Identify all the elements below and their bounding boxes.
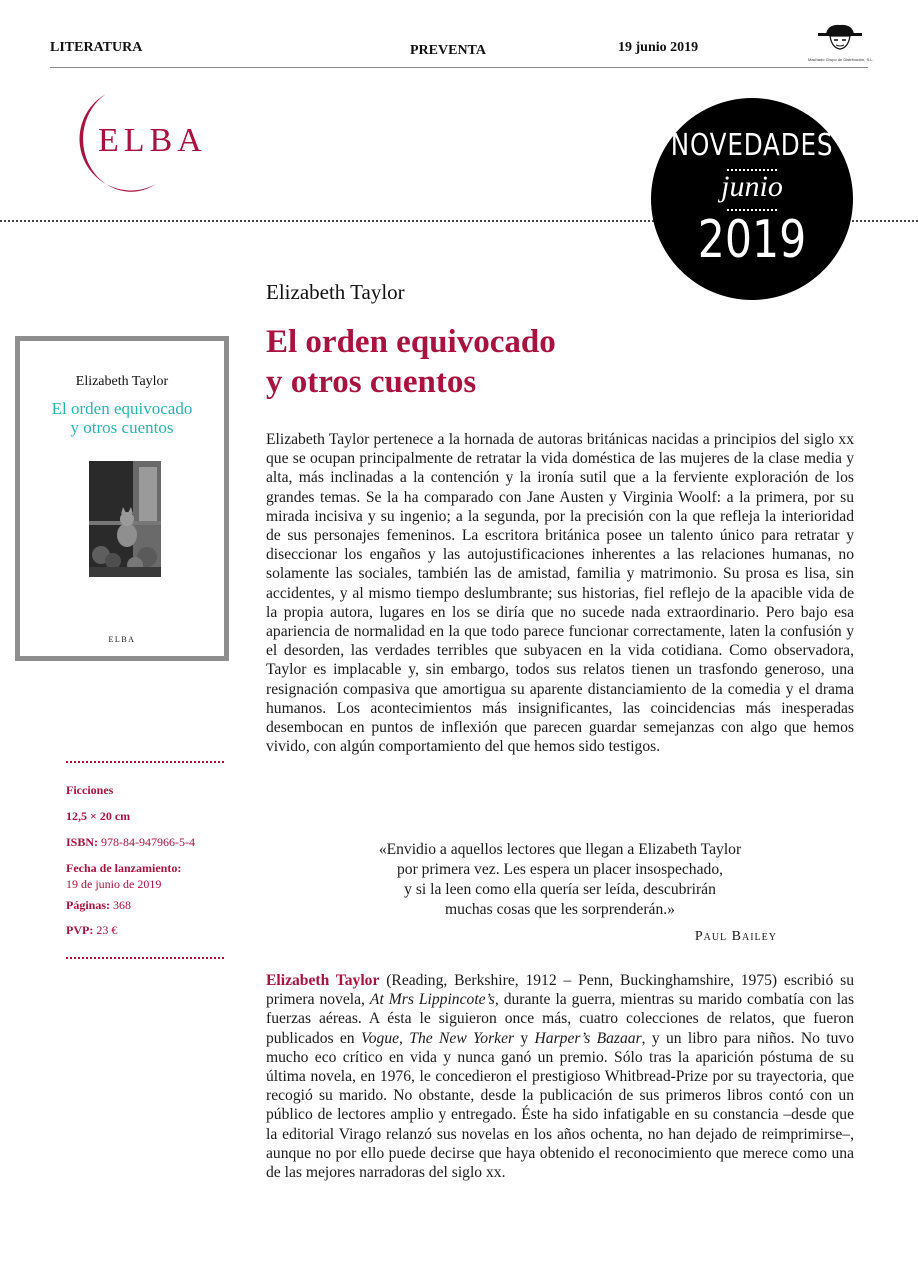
bio-magazine: Vogue bbox=[360, 1029, 400, 1047]
quote-line: muchas cosas que les sorprenderán.» bbox=[445, 901, 675, 918]
quote-line: por primera vez. Les espera un placer insospechado, bbox=[396, 861, 724, 878]
badge-label: NOVEDADES bbox=[670, 128, 834, 163]
quote-author: Paul Bailey bbox=[694, 929, 777, 944]
hat-man-icon bbox=[808, 20, 872, 56]
spec-release: 19 de junio de 2019 bbox=[66, 877, 162, 891]
publisher-logo-text: ELBA bbox=[98, 122, 207, 159]
header-divider bbox=[50, 67, 868, 68]
release-date-header: 19 junio 2019 bbox=[618, 40, 699, 55]
spec-pages: Páginas: 368 bbox=[66, 898, 132, 912]
book-title bbox=[266, 322, 556, 402]
badge-year: 2019 bbox=[697, 210, 807, 270]
distributor-logo: Machado Grupo de Distribución, S.L. bbox=[808, 20, 872, 66]
spec-release-label: Fecha de lanzamiento: bbox=[66, 861, 182, 875]
cover-title-line: y otros cuentos bbox=[70, 418, 174, 437]
author-name: Elizabeth Taylor bbox=[266, 280, 405, 304]
status-label: PREVENTA bbox=[410, 43, 486, 58]
section-label: LITERATURA bbox=[50, 40, 143, 55]
author-bio: Elizabeth Taylor (Reading, Berkshire, 1912 – Penn, Buckinghamshire, 1975) escribió su primera novela, At Mrs Lippincote’s, durante la guerra, mientras su marido combatía con las fuerzas aéreas. A ésta le siguieron once más, cuatro colecciones de relatos, que fueron publicados en Vogue, The New Yorker y Harper’s Bazaar, y un libro para niños. No tuvo mucho eco crítico en vida y nunca ganó un premio. Sólo tras la aparición póstuma de su última novela, en 1976, le concedieron el prestigioso Whitbread-Prize por su trayectoria, que recogió su marido. No obstante, desde la publicación de sus primeros libros contó con un público de lectores amplio y entregado. Éste ha sido infatigable en su constancia –desde que la editorial Virago relanzó sus novelas en los años ochenta, no han dejado de reimprimirse–, aunque no por ello puede decirse que haya obtenido el reconocimiento que merece como una de las mejores narradoras del siglo xx. bbox=[266, 972, 855, 1182]
spec-collection: Ficciones bbox=[66, 783, 114, 797]
cover-author: Elizabeth Taylor bbox=[75, 374, 169, 389]
specs-divider bbox=[66, 957, 224, 959]
review-quote bbox=[330, 840, 790, 920]
spec-price: PVP: 23 € bbox=[66, 923, 118, 937]
cover-photo-cat bbox=[89, 461, 161, 577]
spec-isbn: ISBN: 978-84-947966-5-4 bbox=[66, 835, 195, 849]
bio-author-name: Elizabeth Taylor bbox=[266, 972, 380, 989]
novedades-badge bbox=[651, 98, 853, 300]
synopsis-paragraph: Elizabeth Taylor pertenece a la hornada de autoras británicas nacidas a principios del siglo xx que se ocupan principalmente de retratar la vida doméstica de las mujeres de la clase media y alta, más inclinadas a la contención y la ironía sutil que a la ferviente exploración de los grandes temas. Se la ha comparado con Jane Austen y Virginia Woolf: a la primera, por su mirada incisiva y su ingenio; a la segunda, por la precisión con la que refleja la interioridad de sus personajes femeninos. La escritora británica posee un talento único para retratar y diseccionar los engaños y las autojustificaciones inherentes a las relaciones humanas, no solamente las sociales, también las de amistad, familia y matrimonio. Su prosa es lisa, sin accidentes, y al mismo tiempo deslumbrante; sus historias, fiel reflejo de la apacible vida de la propia autora, lugares en los se diría que no sucede nada extraordinario. Pero bajo esa apariencia de normalidad en la que todo parece funcionar correctamente, laten la confusión y el desorden, las verdades terribles que subyacen en la vida cotidiana. Como observadora, Taylor es implacable y, sin embargo, todos sus relatos tienen un trasfondo generoso, una resignación compasiva que amortigua su aparente distanciamiento de la comedia y el drama humanos. Los acontecimientos más insignificantes, las coincidencias más inesperadas desembocan en puntos de inflexión que parecen guardar semejanzas con algo que hemos vivido, con algún comportamiento del que hemos sido testigos. bbox=[266, 431, 854, 756]
bio-novel-title: At Mrs Lippincote’s bbox=[369, 991, 495, 1009]
cover-title-line: El orden equivocado bbox=[51, 399, 193, 418]
cover-title bbox=[20, 399, 224, 437]
book-cover bbox=[15, 336, 229, 661]
bio-magazine: Harper’s Bazaar bbox=[534, 1029, 642, 1047]
quote-line: y si la leen como ella quería ser leída, descubrirán bbox=[404, 881, 716, 898]
cover-publisher: ELBA bbox=[108, 635, 136, 644]
quote-line: «Envidio a aquellos lectores que llegan a Elizabeth Taylor bbox=[378, 841, 742, 858]
specs-divider bbox=[66, 761, 224, 763]
bio-magazine: The New Yorker bbox=[409, 1029, 515, 1047]
book-title-line: y otros cuentos bbox=[266, 364, 477, 400]
book-title-line: El orden equivocado bbox=[266, 324, 556, 360]
badge-month: junio bbox=[721, 170, 783, 203]
spec-size: 12,5 × 20 cm bbox=[66, 809, 131, 823]
